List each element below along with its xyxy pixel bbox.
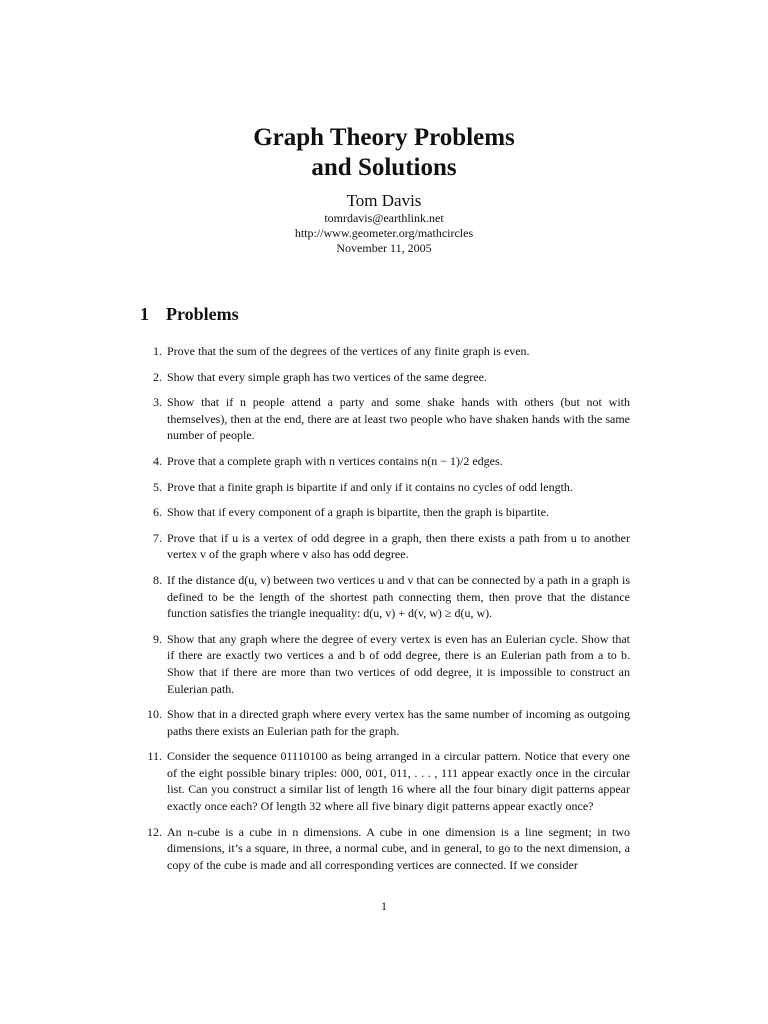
- problem-item: [140, 631, 630, 697]
- section-number: 1: [140, 304, 149, 324]
- problem-text: Prove that a complete graph with n vertices contains n(n − 1)/2 edges.: [167, 453, 503, 468]
- section-heading: [140, 302, 239, 326]
- problem-item: [140, 453, 630, 470]
- author-name: Tom Davis: [346, 191, 422, 210]
- problem-text: Show that every simple graph has two vertices of the same degree.: [167, 369, 487, 384]
- problem-number: 5.: [153, 479, 162, 494]
- problem-item: [140, 748, 630, 814]
- document-title: [0, 123, 768, 183]
- problem-item: [140, 530, 630, 563]
- problem-number: 12.: [147, 824, 162, 839]
- problem-number: 11.: [147, 749, 162, 764]
- problem-number: 10.: [147, 707, 162, 722]
- problem-item: [140, 824, 630, 874]
- page-number: 1: [381, 899, 387, 913]
- problem-text: Show that any graph where the degree of every vertex is even has an Eulerian cycle. Show that if there are exactly two vertices a and b of odd degree, there is an Eulerian path from a to b. Show that if there are more than two vertices of odd degree, it is impossible to construct an Eulerian path.: [167, 631, 630, 696]
- section-title: Problems: [166, 304, 239, 324]
- problem-text: Show that if every component of a graph is bipartite, then the graph is bipartite.: [167, 505, 549, 520]
- problem-item: [140, 706, 630, 739]
- title-line-1: Graph Theory Problems: [253, 124, 515, 151]
- problem-text: If the distance d(u, v) between two vertices u and v that can be connected by a path in a graph is defined to be the length of the shortest path connecting them, then prove that the distance function satisfies the triangle inequality: d(u, v) + d(v, w) ≥ d(u, w).: [167, 572, 630, 621]
- problem-item: [140, 394, 630, 444]
- problem-text: Show that if n people attend a party and some shake hands with others (but not with themselves), then at the end, there are at least two people who have shaken hands with the same number of people.: [167, 395, 630, 443]
- author-email: tomrdavis@earthlink.net: [324, 211, 444, 225]
- problem-number: 1.: [153, 344, 162, 358]
- problem-item: [140, 572, 630, 622]
- problem-text: Consider the sequence 01110100 as being arranged in a circular pattern. Notice that every one of the eight possible binary triples: 000, 001, 011, . . . , 111 appear exactly once in the circular list. Can you construct a similar list of length 16 where all the four binary digit patterns appear exactly once each? Of length 32 where all five binary digit patterns appear exactly once?: [167, 749, 630, 814]
- problem-number: 7.: [153, 530, 162, 545]
- document-date: November 11, 2005: [336, 241, 432, 255]
- problem-number: 2.: [153, 369, 162, 384]
- problem-number: 3.: [153, 395, 162, 410]
- problem-item: [140, 369, 630, 386]
- problem-list: [140, 343, 630, 882]
- problem-text: Prove that the sum of the degrees of the vertices of any finite graph is even.: [167, 344, 530, 358]
- problem-number: 4.: [153, 453, 162, 468]
- title-line-2: and Solutions: [311, 154, 457, 181]
- problem-number: 9.: [153, 631, 162, 646]
- problem-item: [140, 479, 630, 496]
- problem-item: [140, 504, 630, 521]
- author-url: http://www.geometer.org/mathcircles: [294, 226, 474, 240]
- problem-text: Prove that a finite graph is bipartite if and only if it contains no cycles of odd length.: [167, 479, 573, 494]
- problem-text: An n-cube is a cube in n dimensions. A cube in one dimension is a line segment; in two dimensions, it’s a square, in three, a normal cube, and in general, to go to the next dimension, a copy of the cube is made and all corresponding vertices are connected. If we consider: [167, 824, 630, 872]
- author-meta: [0, 211, 768, 256]
- problem-text: Show that in a directed graph where every vertex has the same number of incoming as outgoing paths there exists an Eulerian path for the graph.: [167, 707, 630, 738]
- problem-item: [140, 343, 630, 360]
- problem-number: 8.: [153, 572, 162, 587]
- problem-text: Prove that if u is a vertex of odd degree in a graph, then there exists a path from u to another vertex v of the graph where v also has odd degree.: [167, 530, 630, 562]
- problem-number: 6.: [153, 505, 162, 520]
